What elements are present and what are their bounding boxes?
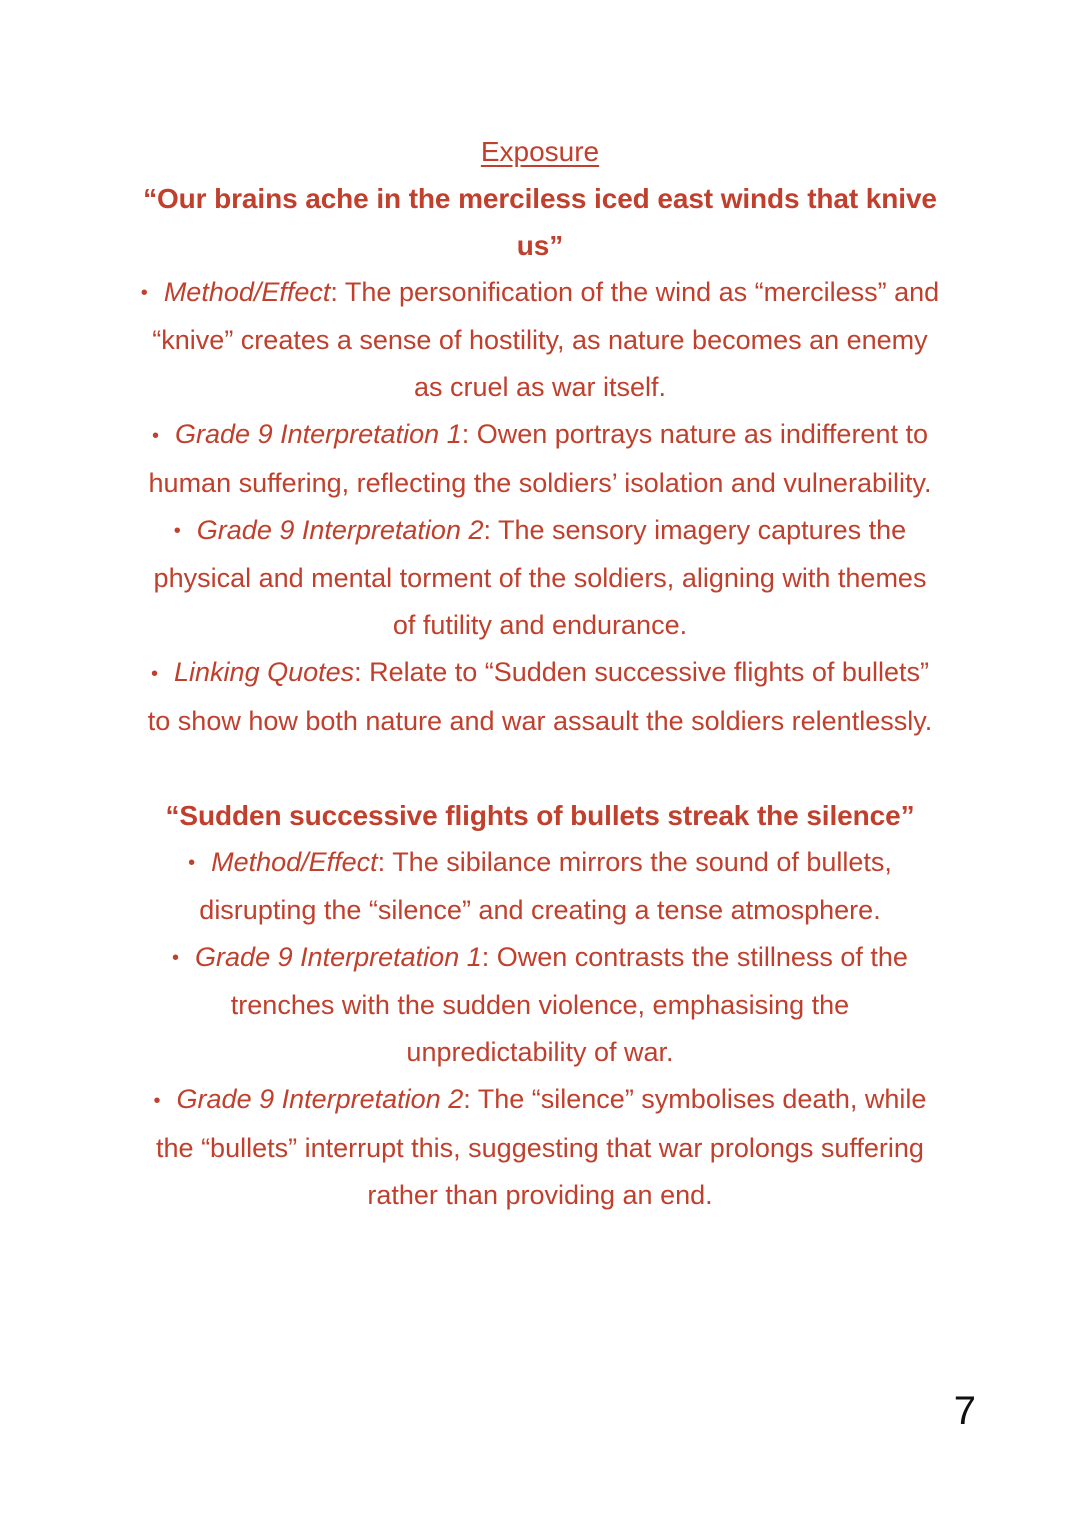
bullet-text: The “silence” symbolises death, while the “bullets” interrupt this, suggesting that war prolongs suffering rather than providing an end. bbox=[156, 1084, 927, 1210]
quote-heading: “Our brains ache in the merciless iced east winds that knive us” bbox=[143, 183, 937, 261]
bullet-label: Grade 9 Interpretation 2 bbox=[196, 514, 484, 545]
bullet-text: Owen contrasts the stillness of the trenches with the sudden violence, emphasising the unpredictability of war. bbox=[230, 941, 908, 1068]
bullet-separator: : bbox=[463, 1084, 478, 1115]
bullet-label: Method/Effect bbox=[163, 277, 331, 307]
bullet-separator: : bbox=[330, 277, 345, 307]
annotation-section bbox=[140, 175, 940, 745]
bullet-point-icon: • bbox=[153, 1089, 161, 1112]
bullet-separator: : bbox=[483, 514, 498, 545]
bullet-separator: : bbox=[377, 846, 393, 877]
bullet-point-icon: • bbox=[173, 520, 181, 543]
section-spacer bbox=[140, 745, 940, 792]
bullet-item bbox=[140, 411, 940, 506]
bullet-point-icon: • bbox=[188, 851, 196, 874]
bullet-label: Grade 9 Interpretation 1 bbox=[175, 419, 462, 450]
bullet-point-icon: • bbox=[151, 662, 159, 685]
bullet-item bbox=[140, 649, 940, 744]
bullet-point-icon: • bbox=[152, 424, 160, 447]
bullet-point-icon: • bbox=[140, 282, 148, 305]
annotation-section bbox=[140, 792, 940, 1219]
bullet-text: The sensory imagery captures the physical and mental torment of the soldiers, aligning with themes of futility and endurance. bbox=[153, 514, 927, 641]
bullet-text: The personification of the wind as “merciless” and “knive” creates a sense of hostility, as nature becomes an enemy as cruel as war itself. bbox=[152, 277, 940, 403]
bullet-item bbox=[140, 269, 940, 411]
page-number: 7 bbox=[953, 1389, 976, 1433]
bullet-separator: : bbox=[354, 657, 370, 688]
page-title: Exposure bbox=[480, 136, 600, 167]
document-body bbox=[140, 128, 940, 1219]
bullet-point-icon: • bbox=[172, 947, 180, 970]
bullet-item bbox=[140, 934, 940, 1076]
bullet-label: Linking Quotes bbox=[174, 657, 355, 688]
bullet-item bbox=[140, 1076, 940, 1218]
bullet-text: Owen portrays nature as indifferent to human suffering, reflecting the soldiers’ isolation and vulnerability. bbox=[148, 419, 932, 498]
bullet-separator: : bbox=[481, 941, 497, 972]
bullet-separator: : bbox=[461, 419, 477, 450]
quote-heading: “Sudden successive flights of bullets streak the silence” bbox=[165, 799, 915, 831]
bullet-text: Relate to “Sudden successive flights of bullets” to show how both nature and war assault the soldiers relentlessly. bbox=[147, 657, 933, 736]
bullet-label: Grade 9 Interpretation 1 bbox=[195, 941, 482, 972]
bullet-item bbox=[140, 507, 940, 649]
bullet-text: The sibilance mirrors the sound of bullets, disrupting the “silence” and creating a tense atmosphere. bbox=[199, 846, 892, 925]
bullet-item bbox=[140, 839, 940, 934]
bullet-label: Method/Effect bbox=[211, 846, 378, 877]
bullet-label: Grade 9 Interpretation 2 bbox=[176, 1084, 464, 1115]
